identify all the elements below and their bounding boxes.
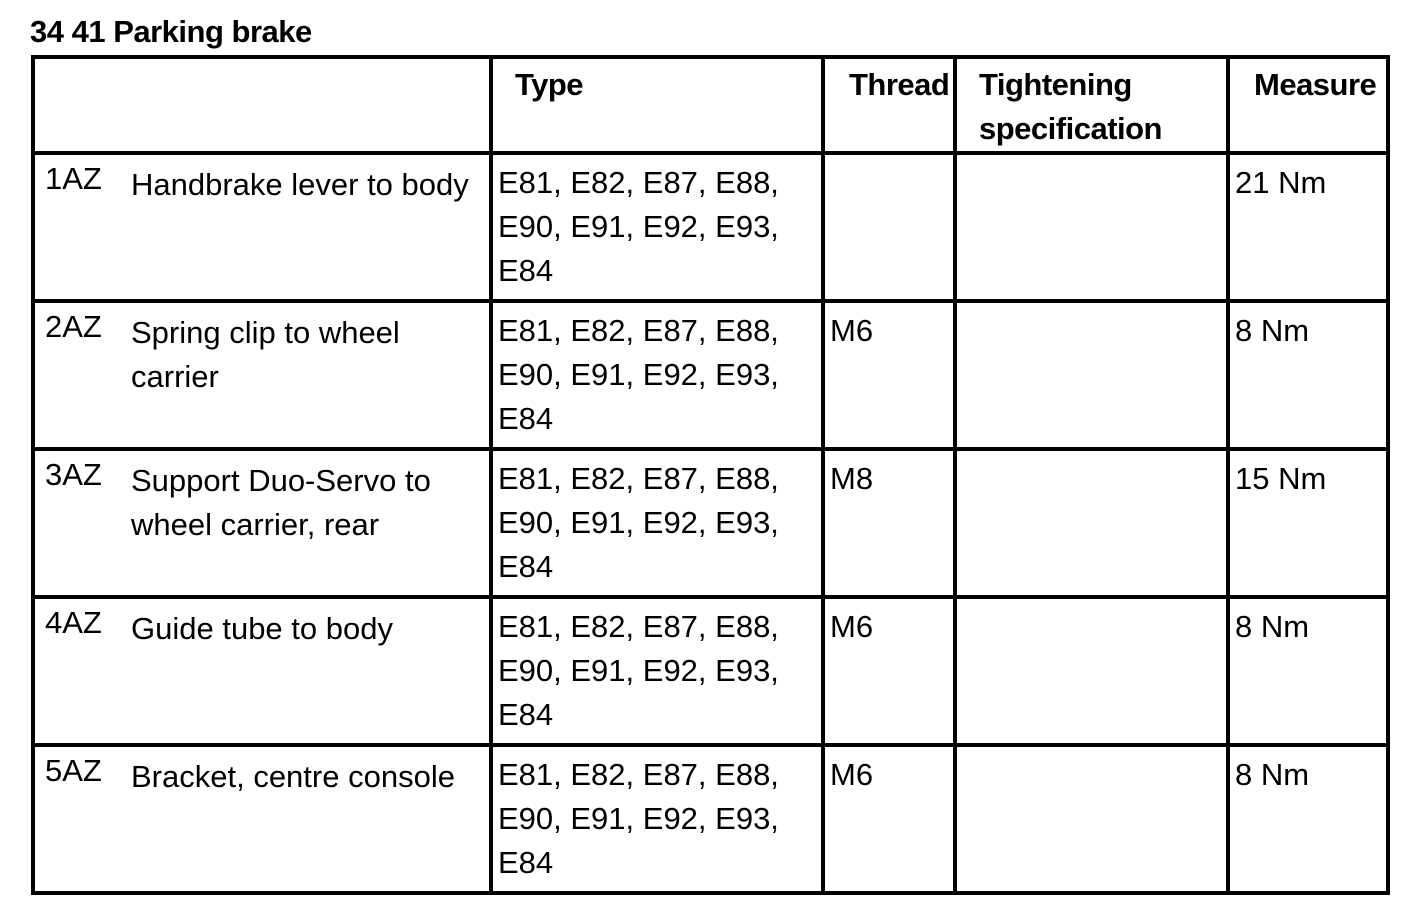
tightening-torque-table: [31, 55, 1390, 895]
measure-cell: 8 Nm: [1228, 301, 1388, 449]
header-thread: Thread: [823, 57, 955, 153]
table-row: [33, 449, 1388, 597]
item-description: Support Duo-Servo to wheel carrier, rear: [131, 463, 431, 542]
item-description: Handbrake lever to body: [131, 167, 469, 202]
table-row: [33, 745, 1388, 893]
type-cell: E81, E82, E87, E88, E90, E91, E92, E93, E84: [491, 449, 823, 597]
tightening-specification-cell: [955, 449, 1228, 597]
measure-cell: 21 Nm: [1228, 153, 1388, 301]
item-code: 2AZ: [45, 309, 102, 344]
type-cell: E81, E82, E87, E88, E90, E91, E92, E93, E84: [491, 597, 823, 745]
item-code: 5AZ: [45, 753, 102, 788]
item-description: Bracket, centre console: [131, 759, 455, 794]
table-row: [33, 153, 1388, 301]
table-header-row: [33, 57, 1388, 153]
thread-cell: [823, 153, 955, 301]
item-code: 4AZ: [45, 605, 102, 640]
page-title: 34 41 Parking brake: [30, 14, 312, 49]
header-type: Type: [491, 57, 823, 153]
thread-cell: M6: [823, 597, 955, 745]
header-tightening-specification: Tightening specification: [955, 57, 1228, 153]
table-row: [33, 301, 1388, 449]
thread-cell: M6: [823, 301, 955, 449]
type-cell: E81, E82, E87, E88, E90, E91, E92, E93, E84: [491, 153, 823, 301]
thread-cell: M6: [823, 745, 955, 893]
item-cell: [33, 301, 491, 449]
item-cell: [33, 449, 491, 597]
tightening-specification-cell: [955, 301, 1228, 449]
type-cell: E81, E82, E87, E88, E90, E91, E92, E93, E84: [491, 301, 823, 449]
type-cell: E81, E82, E87, E88, E90, E91, E92, E93, E84: [491, 745, 823, 893]
tightening-specification-cell: [955, 597, 1228, 745]
tightening-specification-cell: [955, 153, 1228, 301]
item-code: 3AZ: [45, 457, 102, 492]
measure-cell: 8 Nm: [1228, 597, 1388, 745]
item-description: Spring clip to wheel carrier: [131, 315, 400, 394]
item-code: 1AZ: [45, 161, 102, 196]
item-cell: [33, 745, 491, 893]
item-cell: [33, 153, 491, 301]
thread-cell: M8: [823, 449, 955, 597]
measure-cell: 15 Nm: [1228, 449, 1388, 597]
header-item: [33, 57, 491, 153]
measure-cell: 8 Nm: [1228, 745, 1388, 893]
header-measure: Measure: [1228, 57, 1388, 153]
item-description: Guide tube to body: [131, 611, 393, 646]
item-cell: [33, 597, 491, 745]
tightening-specification-cell: [955, 745, 1228, 893]
table-row: [33, 597, 1388, 745]
